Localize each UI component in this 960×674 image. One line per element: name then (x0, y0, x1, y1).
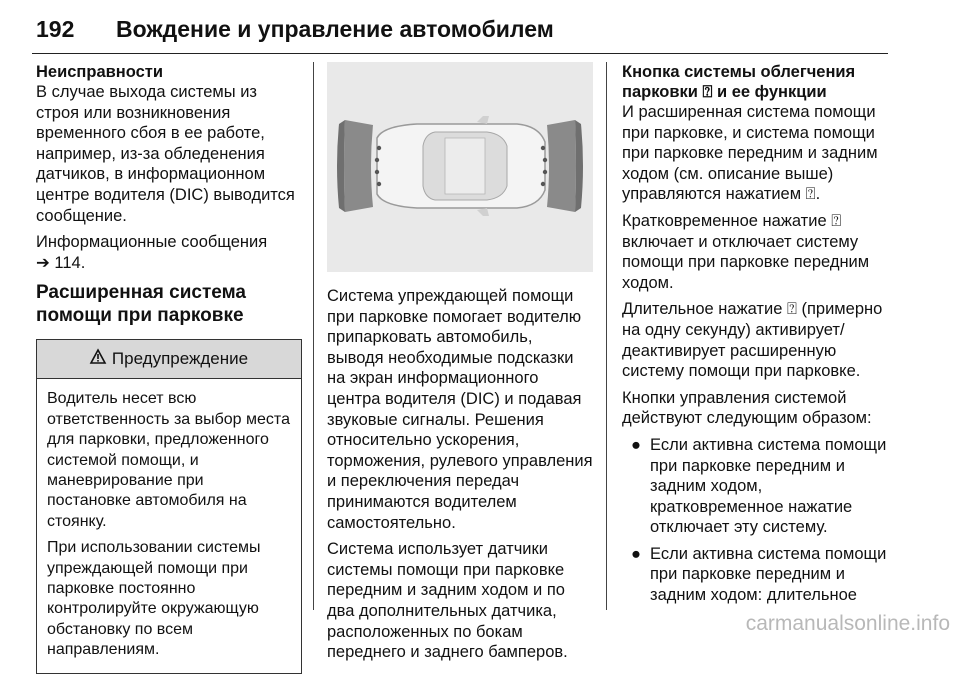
warning-paragraph: Водитель несет всю ответственность за выбор места для парковки, предложенного системой помощи, и маневрирование при постановке автомобиля на стоянку. (47, 390, 290, 530)
long-press-paragraph (622, 299, 888, 381)
list-item-text: Если активна система помощи при парковке передним и задним ходом, кратковременное нажатие отключает эту систему. (650, 435, 887, 537)
watermark: carmanualsonline.info (745, 612, 950, 635)
button-heading (622, 62, 888, 102)
warning-title: Предупреждение (111, 349, 249, 369)
bullet-dot: ● (631, 435, 641, 454)
short-press-label: Кратковременное нажатие (622, 211, 827, 230)
short-press-paragraph (622, 211, 888, 293)
long-press-label: Длительное нажатие (622, 300, 783, 319)
column-middle (327, 62, 593, 669)
button-heading-line1: Кнопка системы облегчения (622, 63, 856, 81)
car-top-view-illustration (327, 62, 593, 272)
parking-button-icon: ⍰ (805, 185, 816, 204)
warning-header (37, 340, 301, 379)
page-title: Вождение и управление автомобилем (116, 16, 554, 42)
controls-paragraph: Кнопки управления системой действуют следующим образом: (622, 388, 872, 428)
warning-paragraph: При использовании системы упреждающей помощи при парковке постоянно контролируйте окружающую обстановку по всем направлениям. (47, 539, 261, 659)
info-label: Информационные сообщения (36, 233, 268, 252)
button-heading-line2-end: и ее функции (716, 83, 827, 101)
fault-heading: Неисправности (36, 63, 164, 81)
description-paragraph: Система использует датчики системы помощи при парковке передним и задним ходом и по два дополнительных датчика, расположенных по бокам переднего и заднего бамперов. (327, 540, 568, 662)
fault-text: В случае выхода системы из строя или возникновения временного сбоя в ее работе, например, из-за обледенения датчиков, в информационном центре водителя (DIC) выводится сообщение. (36, 83, 295, 225)
short-press-text: включает и отключает систему помощи при парковке передним ходом. (622, 232, 870, 292)
warning-box (36, 339, 302, 673)
page-header (32, 14, 888, 54)
button-paragraph-text: И расширенная система помощи при парковке, и система помощи при парковке передним и задним ходом (см. описание выше) управляются нажатием (622, 103, 878, 204)
parking-sensor-figure (327, 62, 593, 272)
warning-triangle-icon (90, 349, 106, 369)
button-heading-line2: парковки (622, 83, 698, 101)
list-item-text: Если активна система помощи при парковке передним и задним ходом: длительное (650, 544, 887, 605)
column-divider (606, 62, 607, 610)
page-number: 192 (36, 16, 75, 42)
parking-button-icon: ⍰ (831, 211, 842, 230)
warning-body (37, 379, 301, 672)
button-paragraph-end: . (815, 185, 821, 204)
page-link[interactable]: ➔ 114. (36, 253, 86, 272)
long-press-text: (примерно на одну секунду) активирует/деактивирует расширенную систему помощи при парковке. (622, 300, 883, 381)
section-heading: Расширенная система помощи при парковке (36, 282, 246, 327)
column-left (36, 62, 302, 674)
info-reference (36, 232, 302, 273)
parking-button-icon: ⍰ (786, 300, 797, 319)
parking-button-icon: ⍰ (702, 83, 713, 101)
button-paragraph (622, 102, 888, 205)
list-item (622, 435, 888, 538)
column-divider (313, 62, 314, 610)
bullet-dot: ● (631, 544, 641, 563)
column-right (622, 62, 888, 612)
list-item (622, 544, 888, 606)
description-paragraph: Система упреждающей помощи при парковке помогает водителю припарковать автомобиль, выводя необходимые подсказки на экран информационного центра водителя (DIC) и подавая звуковые сигналы. Решения относительно ускорения, торможения, рулевого управления и переключения передач принимаются водителем самостоятельно. (327, 287, 593, 532)
